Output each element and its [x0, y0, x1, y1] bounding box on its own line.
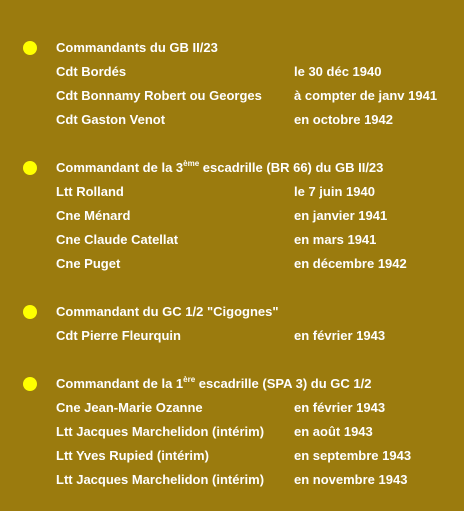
heading-text: Commandant du GC 1/2 "Cigognes" [56, 304, 279, 319]
command-date: en janvier 1941 [294, 208, 388, 223]
commander-name: Cdt Gaston Venot [56, 112, 166, 127]
command-date: en septembre 1943 [294, 448, 412, 463]
section-heading [56, 40, 218, 56]
commander-name: Cdt Bordés [56, 64, 127, 79]
bullet-icon [23, 305, 37, 319]
command-date: en octobre 1942 [294, 112, 393, 127]
commander-row [0, 256, 464, 272]
heading-text: Commandants du GB II/23 [56, 40, 218, 55]
commander-name: Ltt Jacques Marchelidon (intérim) [56, 424, 265, 439]
commander-name: Cne Claude Catellat [56, 232, 179, 247]
bullet-icon [23, 41, 37, 55]
command-date: en novembre 1943 [294, 472, 408, 487]
commander-name: Cne Puget [56, 256, 121, 271]
section-heading [56, 304, 279, 320]
bullet-icon [23, 161, 37, 175]
heading-text-continued: escadrille (BR 66) du GB II/23 [199, 160, 384, 175]
commander-row [0, 184, 464, 200]
commander-row [0, 472, 464, 488]
commander-row [0, 64, 464, 80]
command-date: le 30 déc 1940 [294, 64, 382, 79]
heading-text: Commandant de la 1 [56, 376, 184, 391]
commander-name: Cdt Pierre Fleurquin [56, 328, 181, 343]
command-date: en mars 1941 [294, 232, 377, 247]
command-date: le 7 juin 1940 [294, 184, 375, 199]
commander-name: Cne Jean-Marie Ozanne [56, 400, 203, 415]
bullet-icon [23, 377, 37, 391]
heading-text-continued: escadrille (SPA 3) du GC 1/2 [195, 376, 372, 391]
section-heading [56, 160, 383, 176]
commander-row [0, 328, 464, 344]
command-date: en août 1943 [294, 424, 373, 439]
heading-superscript: ème [183, 159, 200, 168]
commander-row [0, 448, 464, 464]
command-date: en décembre 1942 [294, 256, 407, 271]
commander-row [0, 208, 464, 224]
commander-name: Cne Ménard [56, 208, 131, 223]
commander-row [0, 112, 464, 128]
commander-name: Cdt Bonnamy Robert ou Georges [56, 88, 262, 103]
command-date: en février 1943 [294, 400, 386, 415]
commander-name: Ltt Jacques Marchelidon (intérim) [56, 472, 265, 487]
commander-name: Ltt Yves Rupied (intérim) [56, 448, 209, 463]
commander-name: Ltt Rolland [56, 184, 124, 199]
heading-text: Commandant de la 3 [56, 160, 184, 175]
section-heading [56, 376, 371, 392]
command-date: à compter de janv 1941 [294, 88, 438, 103]
command-date: en février 1943 [294, 328, 386, 343]
commander-row [0, 400, 464, 416]
commander-row [0, 232, 464, 248]
heading-superscript: ère [183, 375, 196, 384]
commander-row [0, 424, 464, 440]
commander-row [0, 88, 464, 104]
